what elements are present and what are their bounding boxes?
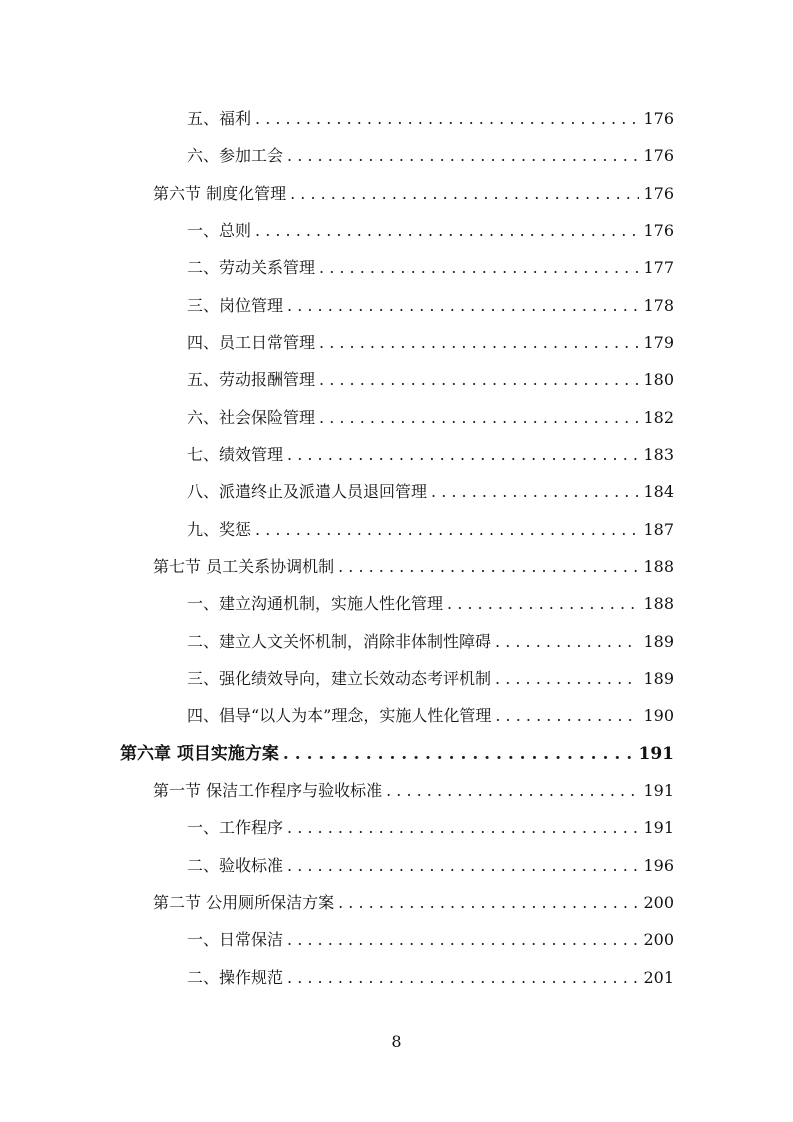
toc-entry-page: 178 <box>643 296 674 315</box>
toc-entry-page: 191 <box>643 781 674 800</box>
toc-entry-page: 196 <box>643 856 674 875</box>
toc-entry-page: 180 <box>643 370 674 389</box>
toc-leader-dots <box>338 554 639 580</box>
toc-leader-dots <box>287 965 639 991</box>
toc-entry[interactable] <box>187 853 674 879</box>
toc-entry[interactable] <box>187 815 674 841</box>
toc-entry-page: 188 <box>643 594 674 613</box>
toc-leader-dots <box>255 106 639 132</box>
toc-leader-dots <box>386 778 639 804</box>
toc-entry-page: 200 <box>643 930 674 949</box>
toc-entry-title: 二、操作规范 <box>187 968 284 987</box>
toc-leader-dots <box>287 442 639 468</box>
toc-entry[interactable] <box>187 965 674 991</box>
toc-entry-page: 189 <box>643 632 674 651</box>
toc-entry[interactable] <box>187 367 674 393</box>
toc-entry[interactable] <box>187 703 674 729</box>
toc-leader-dots <box>255 517 639 543</box>
toc-entry[interactable] <box>187 255 674 281</box>
toc-entry[interactable] <box>153 181 674 207</box>
toc-entry[interactable] <box>187 517 674 543</box>
toc-leader-dots <box>495 666 639 692</box>
toc-entry[interactable] <box>153 890 674 916</box>
toc-leader-dots <box>290 181 639 207</box>
toc-entry[interactable] <box>187 442 674 468</box>
toc-entry[interactable] <box>187 330 674 356</box>
toc-entry[interactable] <box>187 479 674 505</box>
toc-entry-page: 176 <box>643 109 674 128</box>
toc-entry[interactable] <box>187 629 674 655</box>
toc-entry-title: 三、强化绩效导向，建立长效动态考评机制 <box>187 669 492 688</box>
toc-entry-title: 一、总则 <box>187 221 252 240</box>
toc-entry-title: 第二节 公用厕所保洁方案 <box>153 893 335 912</box>
toc-entry-page: 177 <box>643 258 674 277</box>
toc-entry-page: 176 <box>643 184 674 203</box>
toc-entry-title: 二、建立人文关怀机制，消除非体制性障碍 <box>187 632 492 651</box>
toc-leader-dots <box>319 255 639 281</box>
toc-leader-dots <box>287 143 639 169</box>
toc-entry[interactable] <box>153 778 674 804</box>
toc-entry-page: 182 <box>643 408 674 427</box>
toc-entry-title: 八、派遣终止及派遣人员退回管理 <box>187 482 428 501</box>
toc-leader-dots <box>319 405 639 431</box>
toc-entry-title: 第七节 员工关系协调机制 <box>153 557 335 576</box>
toc-entry-page: 189 <box>643 669 674 688</box>
toc-entry-page: 183 <box>643 445 674 464</box>
toc-entry-page: 187 <box>643 520 674 539</box>
toc-entry[interactable] <box>187 293 674 319</box>
toc-entry[interactable] <box>153 554 674 580</box>
toc-entry-title: 七、绩效管理 <box>187 445 284 464</box>
toc-entry-page: 201 <box>643 968 674 987</box>
toc-entry-page: 176 <box>643 146 674 165</box>
toc-entry-title: 一、工作程序 <box>187 818 284 837</box>
toc-leader-dots <box>287 293 639 319</box>
toc-entry-title: 四、倡导“以人为本”理念，实施人性化管理 <box>187 706 492 725</box>
toc-entry-page: 188 <box>643 557 674 576</box>
toc-entry-title: 三、岗位管理 <box>187 296 284 315</box>
toc-entry-title: 一、日常保洁 <box>187 930 284 949</box>
toc-entry-title: 六、参加工会 <box>187 146 284 165</box>
toc-leader-dots <box>287 927 639 953</box>
toc-leader-dots <box>319 367 639 393</box>
toc-leader-dots <box>287 815 639 841</box>
toc-entry[interactable] <box>187 927 674 953</box>
toc-leader-dots <box>431 479 639 505</box>
toc-entry-page: 191 <box>643 818 674 837</box>
toc-entry-page: 191 <box>638 744 674 764</box>
toc-entry-title: 第一节 保洁工作程序与验收标准 <box>153 781 383 800</box>
toc-entry-page: 179 <box>643 333 674 352</box>
toc-entry[interactable] <box>187 405 674 431</box>
toc-entry-title: 六、社会保险管理 <box>187 408 316 427</box>
toc-entry-title: 二、验收标准 <box>187 856 284 875</box>
toc-entry-title: 二、劳动关系管理 <box>187 258 316 277</box>
toc-entry[interactable] <box>187 143 674 169</box>
toc-entry-page: 184 <box>643 482 674 501</box>
toc-leader-dots <box>495 703 639 729</box>
toc-entry[interactable] <box>187 591 674 617</box>
page-number: 8 <box>391 1032 402 1051</box>
toc-entry-title: 五、福利 <box>187 109 252 128</box>
toc-leader-dots <box>255 218 639 244</box>
toc-entry-title: 第六章 项目实施方案 <box>120 744 279 764</box>
toc-leader-dots <box>495 629 639 655</box>
toc-entry-title: 五、劳动报酬管理 <box>187 370 316 389</box>
toc-entry-page: 176 <box>643 221 674 240</box>
toc-leader-dots <box>319 330 639 356</box>
toc-entry-page: 200 <box>643 893 674 912</box>
toc-leader-dots <box>283 741 635 767</box>
toc-leader-dots <box>287 853 639 879</box>
toc-entry-title: 四、员工日常管理 <box>187 333 316 352</box>
toc-entry[interactable] <box>187 106 674 132</box>
toc-chapter-entry[interactable] <box>120 741 674 767</box>
toc-entry[interactable] <box>187 666 674 692</box>
toc-entry-title: 第六节 制度化管理 <box>153 184 287 203</box>
toc-leader-dots <box>338 890 639 916</box>
toc-leader-dots <box>447 591 639 617</box>
toc-entry[interactable] <box>187 218 674 244</box>
toc-entry-title: 一、建立沟通机制，实施人性化管理 <box>187 594 444 613</box>
toc-entry-page: 190 <box>643 706 674 725</box>
toc-entry-title: 九、奖惩 <box>187 520 252 539</box>
